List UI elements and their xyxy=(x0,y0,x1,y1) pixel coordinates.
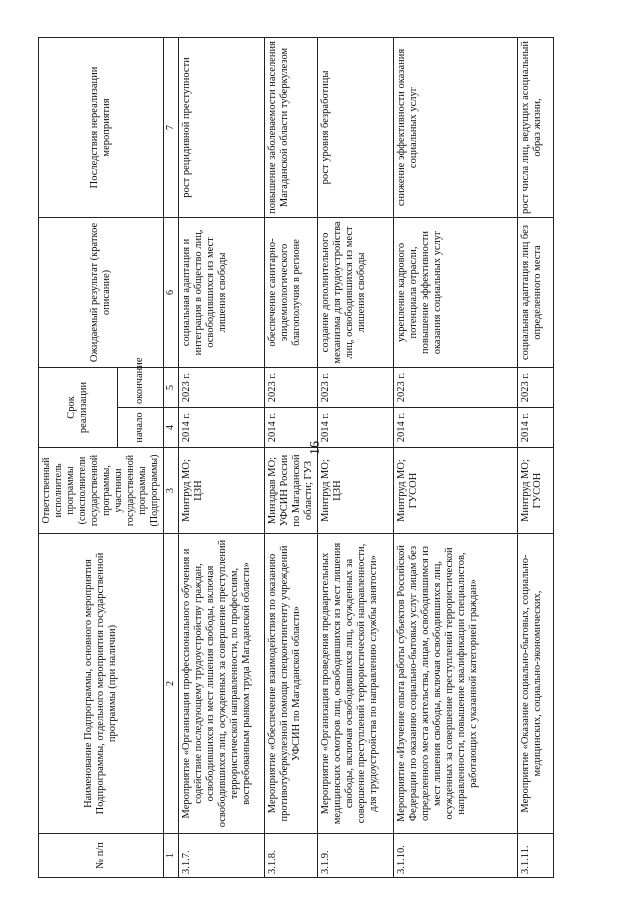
row-result: укрепление кадрового потенциала отрасли, повышение эффективности оказания социальных услуг xyxy=(394,217,518,367)
col-number: 6 xyxy=(164,217,179,367)
row-executor: Минтруд МО; ГУСОН xyxy=(394,448,518,534)
row-result: обеспечение санитарно-эпидемиологического благополучия в регионе xyxy=(265,217,318,367)
row-executor: Минтруд МО; ЦЗН xyxy=(179,448,265,534)
row-consequence: рост рецидивной преступности xyxy=(179,37,265,217)
rotated-table-page xyxy=(38,38,568,878)
col-number: 5 xyxy=(164,367,179,407)
header-name: Наименование Подпрограммы, основного мероприятия Подпрограммы, отдельного мероприятия государственной программы (при наличии) xyxy=(39,534,164,834)
row-end: 2023 г. xyxy=(318,367,394,407)
page-number: 16 xyxy=(308,441,323,455)
row-executor: Минтруд МО; ГУСОН xyxy=(518,448,554,534)
row-start: 2014 г. xyxy=(318,408,394,448)
row-end: 2023 г. xyxy=(518,367,554,407)
row-num: 3.1.8. xyxy=(265,834,318,878)
header-end: окончание xyxy=(117,367,163,407)
col-number: 1 xyxy=(164,834,179,878)
header-start: начало xyxy=(117,408,163,448)
row-result: социальная адаптация и интеграция в общество лиц, освободившихся из мест лишения свободы xyxy=(179,217,265,367)
header-consequence: Последствия нереализации мероприятия xyxy=(39,37,164,217)
row-result: создание дополнительного механизма для трудоустройства лиц, освободившихся из мест лишения свободы xyxy=(318,217,394,367)
row-executor: Минтруд МО; ЦЗН xyxy=(318,448,394,534)
row-consequence: повышение заболеваемости населения Магаданской области туберкулезом xyxy=(265,37,318,217)
header-executor: Ответственный исполнитель программы (соисполнители государственной программы, участники государственной программы (Подпрограммы) xyxy=(39,448,164,534)
col-number: 4 xyxy=(164,408,179,448)
col-number: 2 xyxy=(164,534,179,834)
row-start: 2014 г. xyxy=(265,408,318,448)
table-row xyxy=(518,37,554,877)
row-start: 2014 г. xyxy=(518,408,554,448)
row-name: Мероприятие «Изучение опыта работы субъектов Российской Федерации по оказанию социально-бытовых услуг лицам без определенного места жительства, лицам, освободившимся из мест лишения свободы, включая освободившихся лиц, осужденных за совершение преступлений террористической направленности, повышение квалификации специалистов, работающих с указанной категорией граждан» xyxy=(394,534,518,834)
table-row xyxy=(394,37,518,877)
table-row xyxy=(179,37,265,877)
row-name: Мероприятие «Обеспечение взаимодействия по оказанию противотуберкулезной помощи спецконтингенту учреждений УФСИН по Магаданской области» xyxy=(265,534,318,834)
row-name: Мероприятие «Организация проведения предварительных медицинских осмотров лиц, освободившихся из мест лишения свободы, включая освободившихся лиц, осужденных за совершение преступлений террористической направленности, для трудоустройства по направлению службы занятости» xyxy=(318,534,394,834)
header-row xyxy=(39,37,118,877)
row-end: 2023 г. xyxy=(394,367,518,407)
row-start: 2014 г. xyxy=(394,408,518,448)
row-num: 3.1.11. xyxy=(518,834,554,878)
column-number-row xyxy=(164,37,179,877)
row-name: Мероприятие «Оказание социально-бытовых, социально-медицинских, социально-экономических, xyxy=(518,534,554,834)
row-start: 2014 г. xyxy=(179,408,265,448)
header-result: Ожидаемый результат (краткое описание) xyxy=(39,217,164,367)
row-consequence: рост уровня безработицы xyxy=(318,37,394,217)
row-consequence: снижение эффективности оказания социальных услуг xyxy=(394,37,518,217)
row-name: Мероприятие «Организация профессионального обучения и содействие последующему трудоустройству граждан, освободившихся из мест лишения свободы, включая освободившихся лиц, осужденных за совершение преступлений террористической направленности, по профессиям, востребованным рынком труда Магаданской области» xyxy=(179,534,265,834)
header-num: № п/п xyxy=(39,834,164,878)
row-end: 2023 г. xyxy=(179,367,265,407)
row-num: 3.1.9. xyxy=(318,834,394,878)
row-num: 3.1.10. xyxy=(394,834,518,878)
row-consequence: рост числа лиц, ведущих асоциальный образ жизни, xyxy=(518,37,554,217)
row-end: 2023 г. xyxy=(265,367,318,407)
row-executor: Минздрав МО; УФСИН России по Магаданской области; ГУЗ xyxy=(265,448,318,534)
col-number: 3 xyxy=(164,448,179,534)
table-row xyxy=(265,37,318,877)
row-num: 3.1.7. xyxy=(179,834,265,878)
row-result: социальная адаптация лиц без определенного места xyxy=(518,217,554,367)
program-activities-table xyxy=(38,37,554,878)
header-period: Срок реализации xyxy=(39,367,118,447)
col-number: 7 xyxy=(164,37,179,217)
table-row xyxy=(318,37,394,877)
